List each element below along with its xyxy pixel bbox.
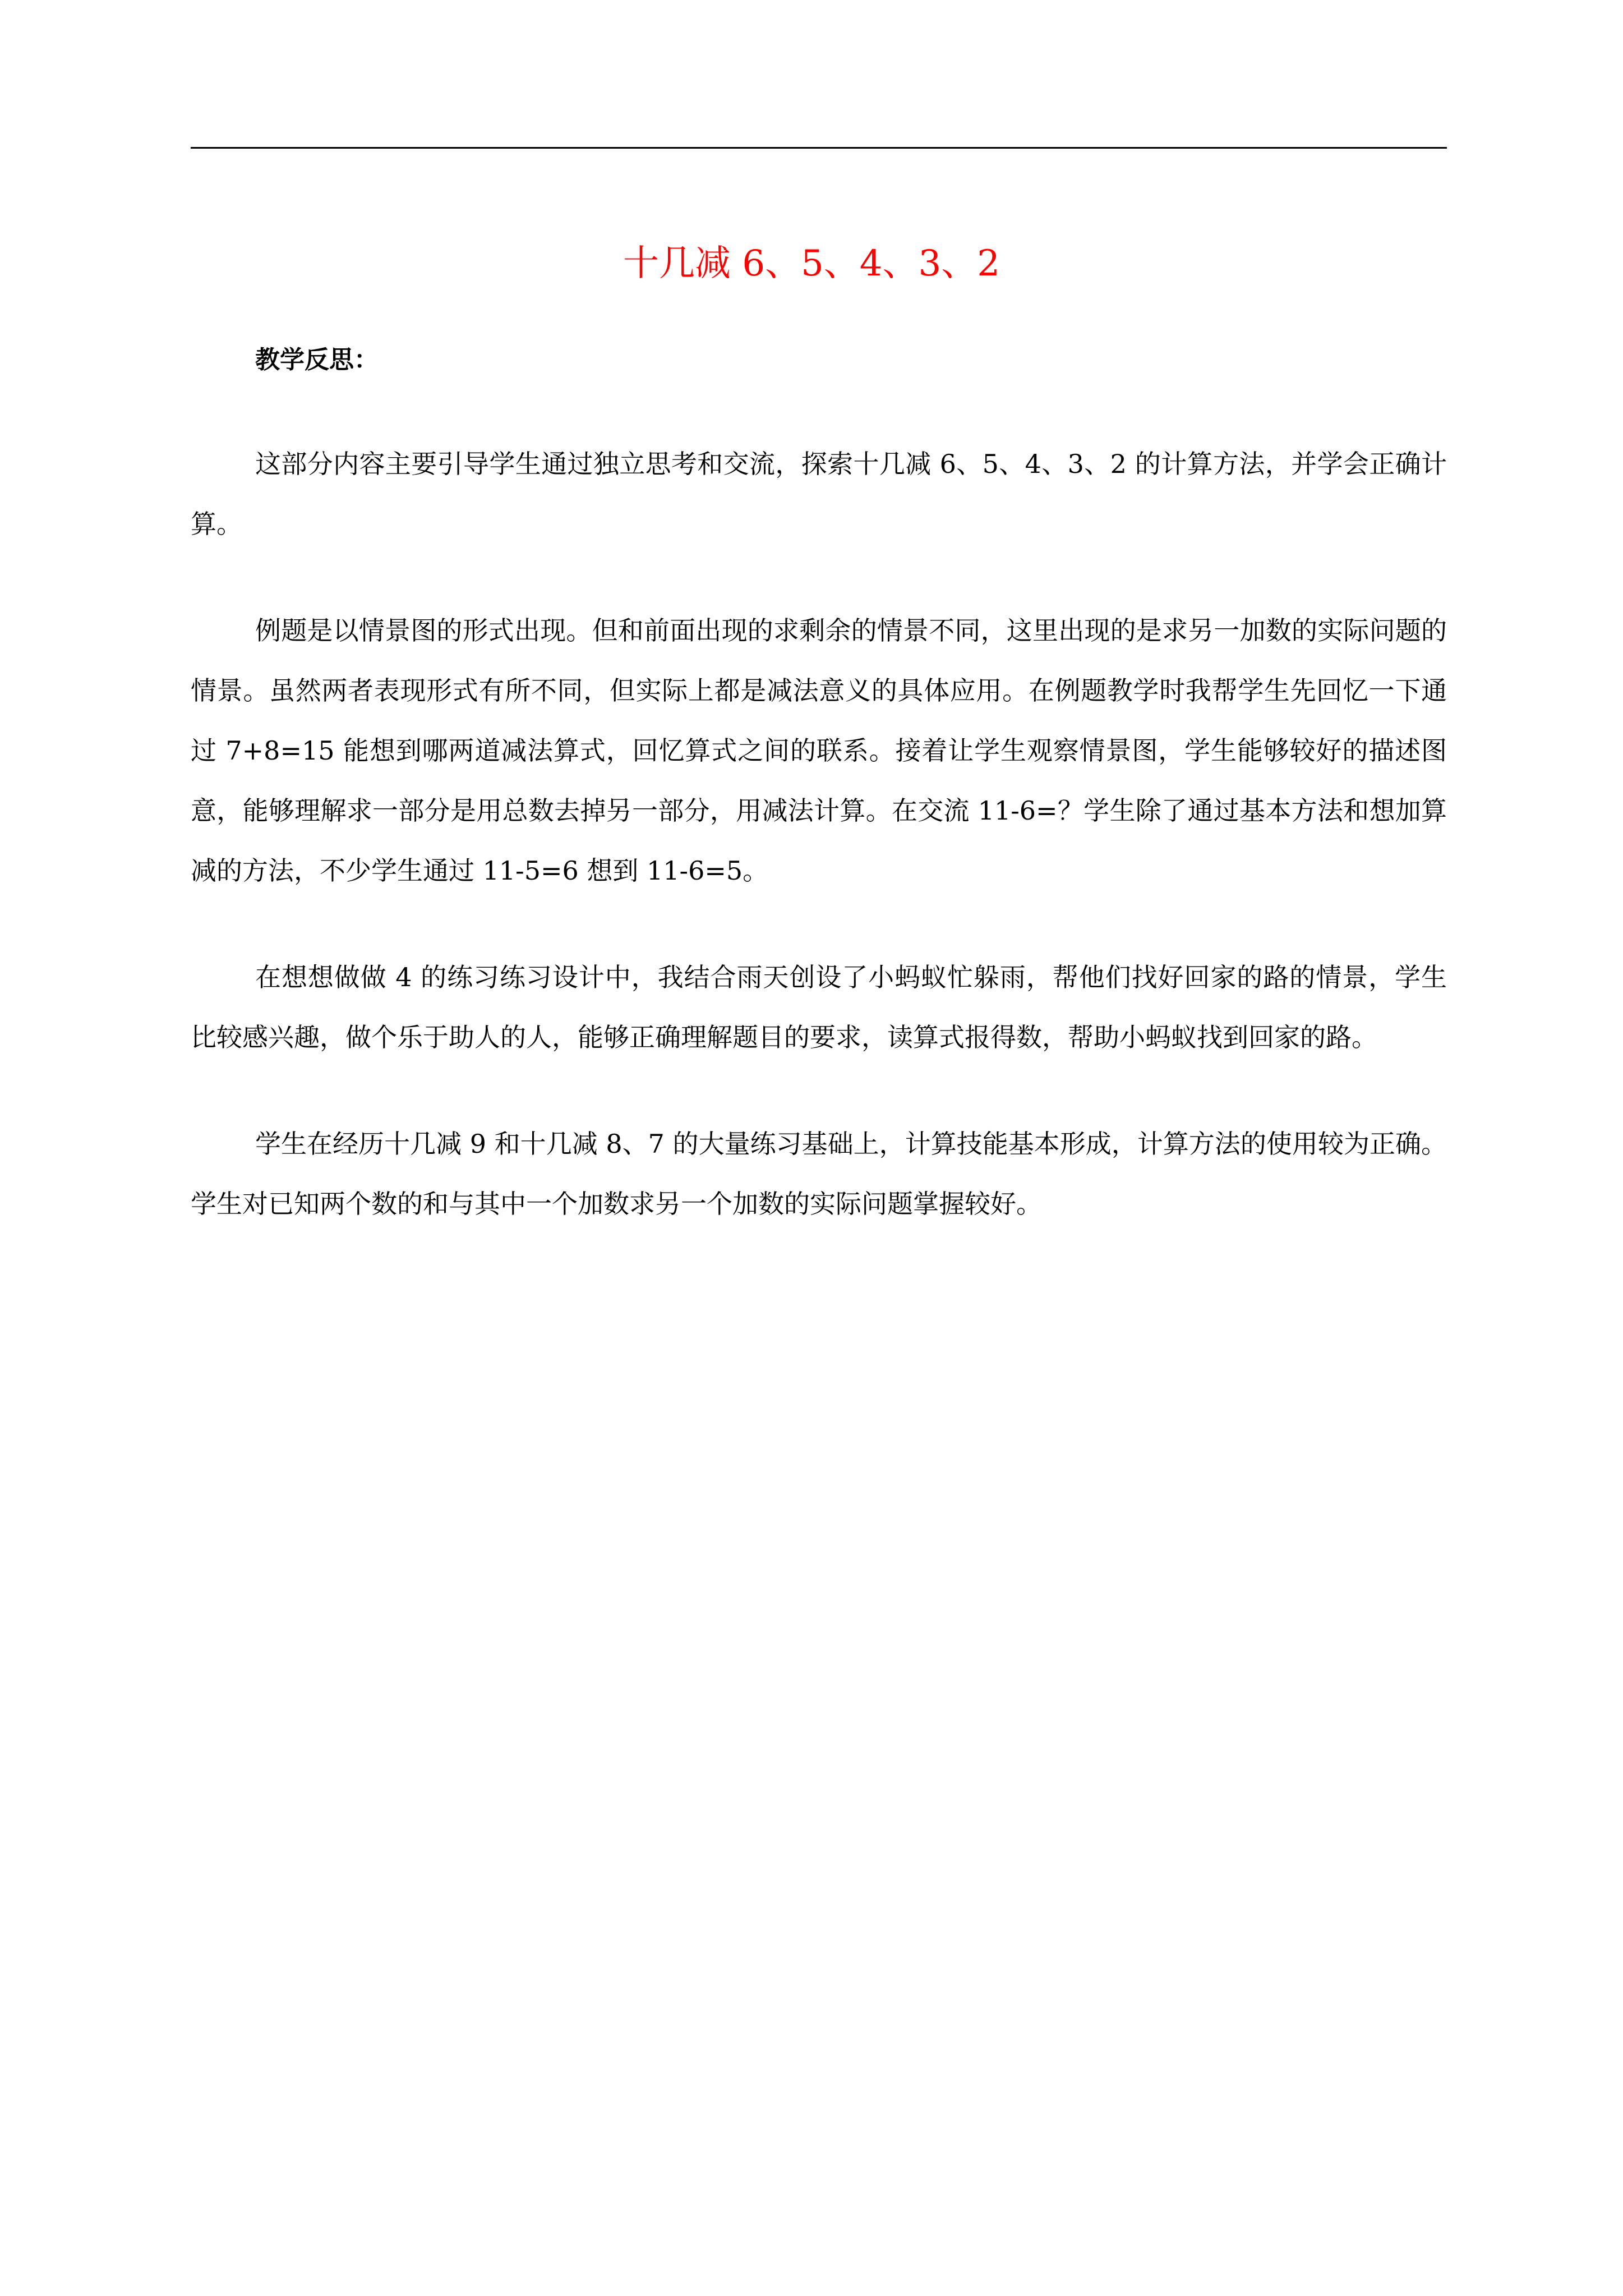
paragraph-1: 这部分内容主要引导学生通过独立思考和交流，探索十几减 6、5、4、3、2 的计算方法，并学会正确计算。 (191, 449, 1447, 539)
document-title: 十几减 6、5、4、3、2 (623, 243, 1000, 284)
paragraph-4: 学生在经历十几减 9 和十几减 8、7 的大量练习基础上，计算技能基本形成，计算方法的使用较为正确。学生对已知两个数的和与其中一个加数求另一个加数的实际问题掌握较好。 (191, 1129, 1447, 1219)
paragraph-2: 例题是以情景图的形式出现。但和前面出现的求剩余的情景不同，这里出现的是求另一加数的实际问题的情景。虽然两者表现形式有所不同，但实际上都是减法意义的具体应用。在例题教学时我帮学生先回忆一下通过 7+8=15 能想到哪两道减法算式，回忆算式之间的联系。接着让学生观察情景图，学生能够较好的描述图意，能够理解求一部分是用总数去掉另一部分，用减法计算。在交流 11-6=？学生除了通过基本方法和想加算减的方法，不少学生通过 11-5=6 想到 11-6=5。 (191, 615, 1447, 886)
paragraph-3: 在想想做做 4 的练习练习设计中，我结合雨天创设了小蚂蚁忙躲雨，帮他们找好回家的路的情景，学生比较感兴趣，做个乐于助人的人，能够正确理解题目的要求，读算式报得数，帮助小蚂蚁找到回家的路。 (191, 962, 1447, 1052)
document-body (191, 434, 1447, 1281)
header-rule (191, 147, 1447, 149)
section-heading: 教学反思： (255, 346, 379, 374)
